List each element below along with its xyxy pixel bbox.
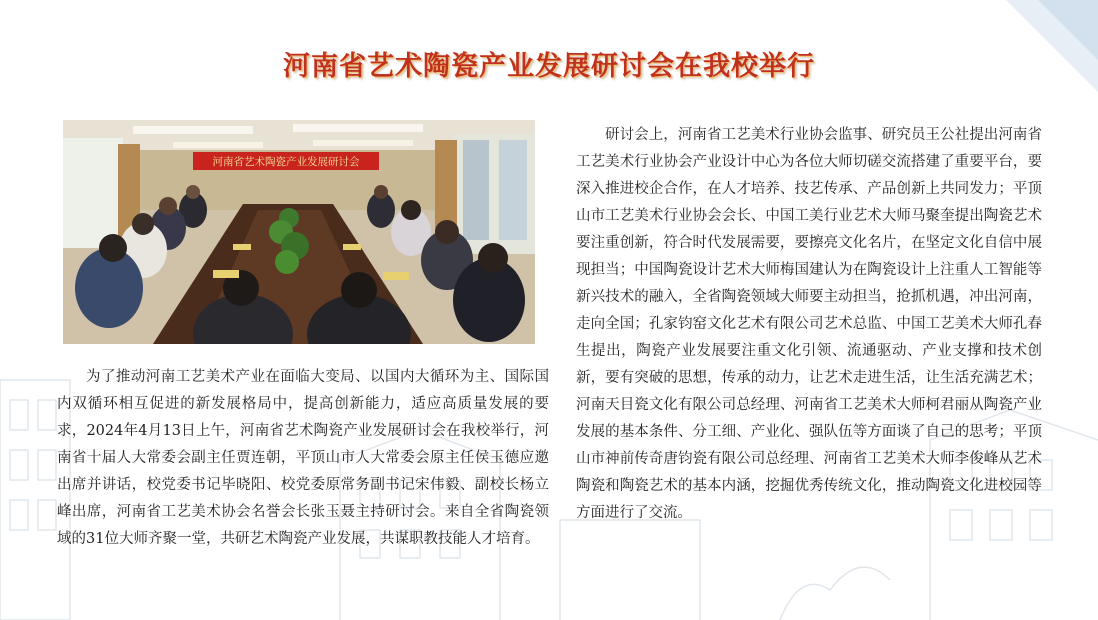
article-paragraph-left: 为了推动河南工艺美术产业在面临大变局、以国内大循环为主、国际国内双循环相互促进的新发展格局中，提高创新能力，适应高质量发展的要求，2024年4月13日上午，河南省艺术陶瓷产业发展研讨会在我校举行，河南省十届人大常委会副主任贾连朝，平顶山市人大常委会原主任侯玉德应邀出席并讲话，校党委书记毕晓阳、校党委原常务副书记宋伟毅、副校长杨立峰出席，河南省工艺美术协会名誉会长张玉聂主持研讨会。来自全省陶瓷领域的31位大师齐聚一堂，共研艺术陶瓷产业发展，共谋职教技能人才培育。 [57, 369, 549, 547]
article-title: 河南省艺术陶瓷产业发展研讨会在我校举行 [283, 51, 815, 82]
meeting-photo [63, 120, 535, 344]
article-paragraph-right: 研讨会上，河南省工艺美术行业协会监事、研究员王公社提出河南省工艺美术行业协会产业设计中心为各位大师切磋交流搭建了重要平台，要深入推进校企合作，在人才培养、技艺传承、产品创新上共同发力；平顶山市工艺美术行业协会会长、中国工美行业艺术大师马聚奎提出陶瓷艺术要注重创新，符合时代发展需要，要擦亮文化名片，在坚定文化自信中展现担当；中国陶瓷设计艺术大师梅国建认为在陶瓷设计上注重人工智能等新兴技术的融入，全省陶瓷领域大师要主动担当，抢抓机遇，冲出河南，走向全国；孔家钧窑文化艺术有限公司艺术总监、中国工艺美术大师孔春生提出，陶瓷产业发展要注重文化引领、流通驱动、产业支撑和技术创新，要有突破的思想，传承的动力，让艺术走进生活，让生活充满艺术；河南天目瓷文化有限公司总经理、河南省工艺美术大师柯君丽从陶瓷产业发展的基本条件、分工细、产业化、强队伍等方面谈了自己的思考；平顶山市神前传奇唐钧瓷有限公司总经理、河南省工艺美术大师李俊峰从艺术陶瓷和陶瓷艺术的基本内涵，挖掘优秀传统文化，推动陶瓷文化进校园等方面进行了交流。 [576, 127, 1042, 521]
photo-banner-text: 河南省艺术陶瓷产业发展研讨会 [212, 156, 360, 168]
